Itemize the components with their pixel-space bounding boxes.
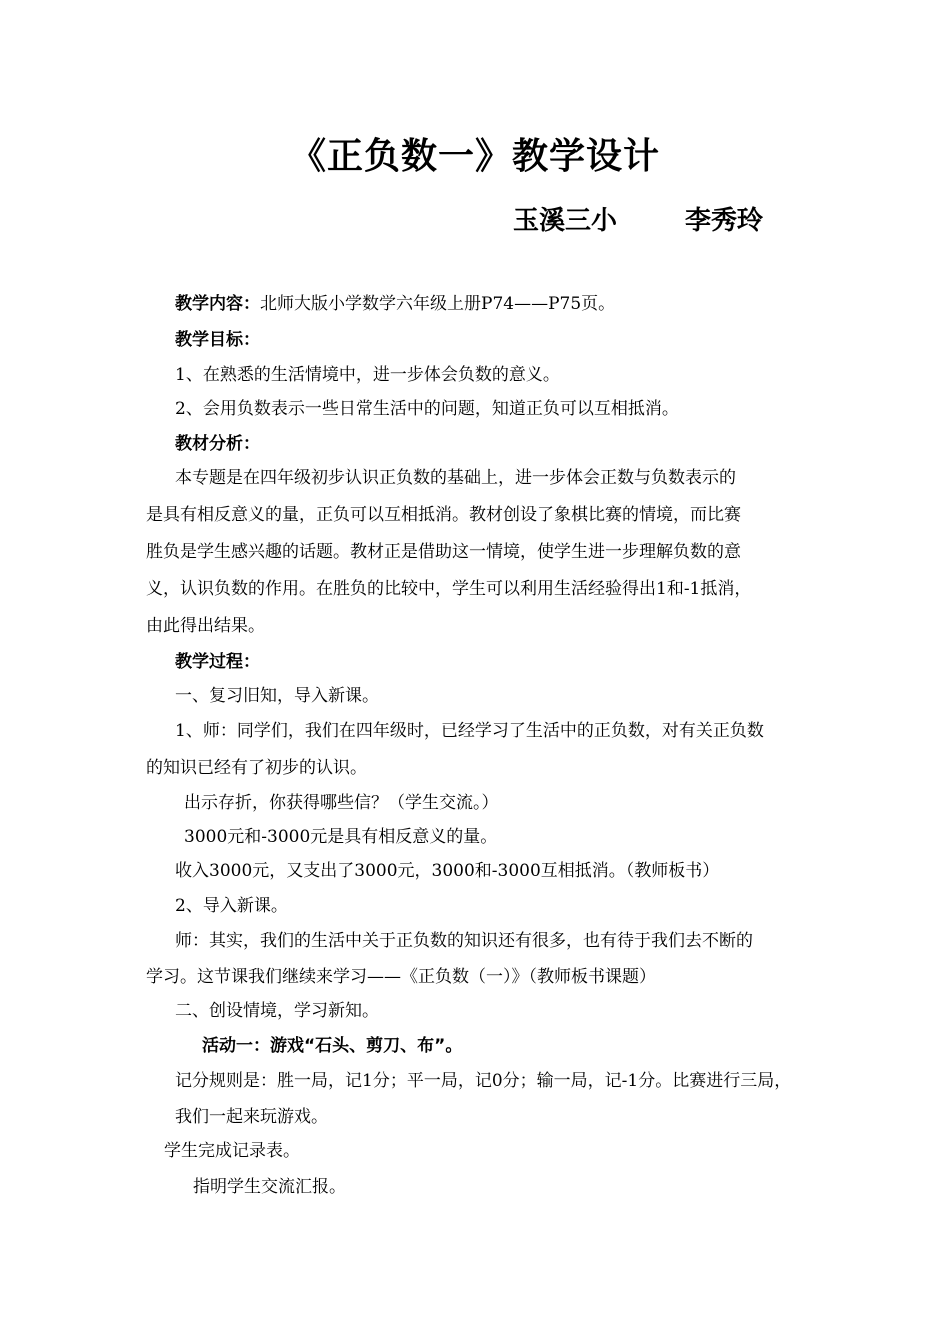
author-name: 李秀玲 (685, 206, 764, 236)
step-1-2: 2、导入新课。 (175, 896, 288, 916)
goal-2: 2、会用负数表示一些日常生活中的问题，知道正负可以互相抵消。 (175, 399, 679, 419)
teaching-content-text: 北师大版小学数学六年级上册P74——P75页。 (260, 294, 616, 314)
record-table: 学生完成记录表。 (164, 1141, 300, 1161)
school-name: 玉溪三小 (513, 206, 618, 236)
analysis-line-5: 由此得出结果。 (146, 616, 265, 636)
analysis-line-4: 义，认识负数的作用。在胜负的比较中，学生可以利用生活经验得出1和-1抵消， (146, 579, 752, 599)
step-1-1-line-2: 的知识已经有了初步的认识。 (146, 758, 367, 778)
play-together: 我们一起来玩游戏。 (175, 1107, 328, 1127)
teaching-content-label: 教学内容： (175, 294, 260, 314)
scoring-rules: 记分规则是：胜一局，记1分；平一局，记0分；输一局，记-1分。比赛进行三局， (175, 1071, 792, 1091)
teacher-line-1: 师：其实，我们的生活中关于正负数的知识还有很多，也有待于我们去不断的 (175, 931, 753, 951)
report: 指明学生交流汇报。 (193, 1177, 346, 1197)
process-heading: 教学过程： (175, 652, 260, 672)
analysis-line-1: 本专题是在四年级初步认识正负数的基础上，进一步体会正数与负数表示的 (175, 468, 736, 488)
opposite-quantities: 3000元和-3000元是具有相反意义的量。 (184, 827, 498, 847)
goal-1: 1、在熟悉的生活情境中，进一步体会负数的意义。 (175, 365, 560, 385)
analysis-line-2: 是具有相反意义的量，正负可以互相抵消。教材创设了象棋比赛的情境，而比赛 (146, 505, 741, 525)
activity-1-heading: 活动一：游戏“石头、剪刀、布”。 (202, 1036, 463, 1056)
step-1: 一、复习旧知，导入新课。 (175, 686, 379, 706)
analysis-line-3: 胜负是学生感兴趣的话题。教材正是借助这一情境，使学生进一步理解负数的意 (146, 542, 741, 562)
analysis-heading: 教材分析： (175, 434, 260, 454)
document-title: 《正负数一》教学设计 (289, 136, 660, 177)
goals-heading: 教学目标： (175, 330, 260, 350)
step-1-1-line-1: 1、师：同学们，我们在四年级时，已经学习了生活中的正负数，对有关正负数 (175, 721, 764, 741)
show-passbook: 出示存折，你获得哪些信？（学生交流。） (184, 793, 499, 813)
teaching-content-line (175, 293, 615, 315)
income-expense: 收入3000元，又支出了3000元，3000和-3000互相抵消。（教师板书） (175, 861, 720, 881)
teacher-line-2: 学习。这节课我们继续来学习——《正负数（一）》（教师板书课题） (146, 967, 656, 987)
step-2: 二、创设情境，学习新知。 (175, 1001, 379, 1021)
